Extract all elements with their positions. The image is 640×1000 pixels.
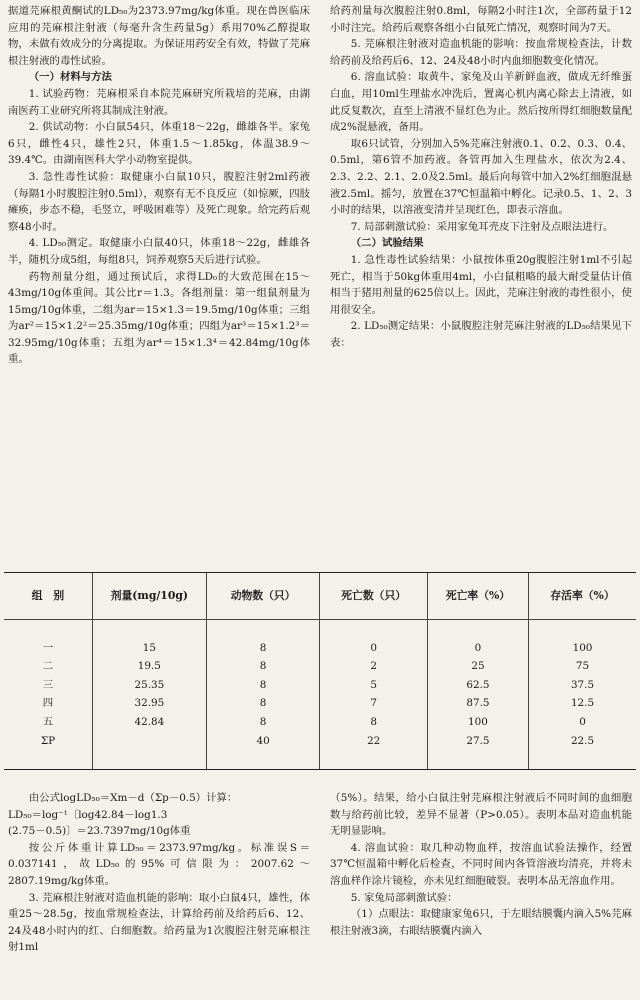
paragraph: 2. 供试动物：小白鼠54只，体重18～22g，雌雄各半。家兔6只，雌性4只，雄性2只，体重1.5～1.85kg，体温38.9～39.4℃。由湖南医科大学小动物室提供。 — [8, 121, 310, 167]
section-heading-results: （二）试验结果 — [350, 237, 424, 250]
table-cell: 二 — [42, 660, 54, 673]
header-animal-count: 动物数（只） — [206, 573, 320, 620]
table-cell: 25 — [427, 657, 528, 676]
header-survival-rate: 存活率（%） — [529, 573, 636, 620]
table-cell: 五 — [42, 715, 54, 728]
bottom-right-text-column — [330, 790, 632, 939]
paragraph: （5%）。结果，给小白鼠注射芫麻根注射液后不同时间的血细胞数与给药前比较，差异不显著（P>0.05）。表明本品对造血机能无明显影响。 — [330, 792, 632, 838]
paragraph: 6. 溶血试验：取黄牛、家兔及山羊新鲜血液，做成无纤维蛋白血，用10ml生理盐水冲洗后，置离心机内离心除去上清液，如此反复数次，直至上清液不显红色为止。然后按所得红细胞数量配成2%混悬液，备用。 — [330, 71, 632, 134]
paragraph: 据道芫麻根黄酮试的LD₅₀为2373.97mg/kg体重。现在兽医临床应用的芫麻根注射液（每毫升含生药量5g）系用70%乙醇提取物，未做有效成分的分离提取。为保证用药安全有效，特做了芫麻根注射液的毒性试验。 — [8, 5, 310, 67]
paragraph: 按公斤体重计算LD₅₀＝2373.97mg/kg。标准误S＝0.037141，故LD₅₀的95%可信限为：2007.62～2807.19mg/kg体重。 — [8, 841, 310, 887]
table-cell: 19.5 — [92, 657, 206, 676]
table-cell: 100 — [529, 639, 636, 658]
table-cell: 32.95 — [92, 694, 206, 713]
paragraph: （1）点眼法：取健康家兔6只，于左眼结膜囊内滴入5%芫麻根注射液3滴，右眼结膜囊内滴入 — [330, 908, 632, 937]
table-cell: 27.5 — [427, 732, 528, 751]
table-cell: 12.5 — [529, 694, 636, 713]
table-cell: 37.5 — [529, 676, 636, 695]
table-header-row — [4, 573, 636, 620]
table-cell: 8 — [206, 713, 320, 732]
table-cell — [92, 732, 206, 751]
paragraph: 7. 局部刺激试验：采用家兔耳壳皮下注射及点眼法进行。 — [350, 220, 614, 233]
table-bottom-rule — [4, 769, 636, 770]
table-cell: 2 — [320, 657, 427, 676]
right-text-column — [330, 3, 632, 351]
table-row-sum — [4, 732, 636, 751]
formula-line: LD₅₀＝log⁻¹〔log42.84－log1.3 — [8, 808, 168, 821]
header-death-rate: 死亡率（%） — [427, 573, 528, 620]
paragraph: 取6只试管，分别加入5%芫麻注射液0.1、0.2、0.3、0.4、0.5ml，第6管不加药液。各管再加入生理盐水，依次为2.4、2.3、2.2、2.1、2.0及2.5ml。最后向每管中加入2%红细胞混悬液2.5ml。摇匀，放置在37℃恒温箱中孵化。记录0.5、1、2、3小时的结果，以溶液变清并呈现红色，即表示溶血。 — [330, 137, 632, 217]
header-group: 组 别 — [4, 573, 92, 620]
header-death-count: 死亡数（只） — [320, 573, 427, 620]
table-cell: 40 — [206, 732, 320, 751]
paragraph: 1. 试验药物：芫麻根采自本院芫麻研究所栽培的芫麻，由湖南医药工业研究所将其制成注射液。 — [8, 87, 310, 117]
table-cell: 25.35 — [92, 676, 206, 695]
table-cell: 0 — [529, 713, 636, 732]
paragraph: 5. 芫麻根注射液对造血机能的影响：按血常规检查法，计数给药前及给药后6、12、24及48小时内血细胞数变化情况。 — [330, 38, 632, 67]
table-cell: 8 — [206, 694, 320, 713]
table-cell: 0 — [320, 639, 427, 658]
table-cell: 8 — [206, 676, 320, 695]
table-cell: 22 — [320, 732, 427, 751]
table-row — [4, 694, 636, 713]
paragraph: 4. LD₅₀测定。取健康小白鼠40只，体重18～22g，雌雄各半，随机分成5组，每组8只，饲养观察5天后进行试验。 — [8, 237, 310, 266]
paragraph: 3. 芫麻根注射液对造血机能的影响：取小白鼠4只，雄性，体重25～28.5g，按血常规检查法，计算给药前及给药后6、12、24及48小时内的红、白细胞数。给药量为1次腹腔注射芫麻根注射1ml — [8, 891, 310, 954]
paragraph: 4. 溶血试验：取几种动物血样，按溶血试验法操作，经置37℃恒温箱中孵化后检查，不同时间内各管溶液均清亮，并将未溶血样作涂片镜检，亦未见红细胞破裂。表明本品无溶血作用。 — [330, 841, 632, 887]
table-cell: 8 — [206, 657, 320, 676]
paragraph: 5. 家兔局部刺激试验： — [350, 891, 458, 904]
left-text-column — [8, 3, 310, 368]
formula-line: (2.75－0.5)〕＝23.7397mg/10g体重 — [8, 825, 191, 838]
bottom-left-text-column — [8, 790, 310, 956]
table-cell: 87.5 — [427, 694, 528, 713]
table-cell: 75 — [529, 657, 636, 676]
table-cell: 15 — [92, 639, 206, 658]
table-cell: 62.5 — [427, 676, 528, 695]
table-cell: 8 — [206, 639, 320, 658]
table-cell: 22.5 — [529, 732, 636, 751]
paragraph: 药物剂量分组，通过预试后，求得LD₀的大致范围在15～43mg/10g体重间。其公比r＝1.3。各组剂量：第一组鼠剂量为15mg/10g体重，二组为ar＝15×1.3＝19.5mg/10g体重；三组为ar²＝15×1.2²＝25.35mg/10g体重；四组为ar³＝15×1.2³＝32.95mg/10g体重；五组为ar⁴＝15×1.3⁴＝42.84mg/10g体重。 — [8, 270, 310, 366]
table-row — [4, 676, 636, 695]
table-cell: 三 — [42, 678, 54, 691]
table-cell: 7 — [320, 694, 427, 713]
table-cell: 5 — [320, 676, 427, 695]
table-cell: 0 — [427, 639, 528, 658]
table-row — [4, 657, 636, 676]
table-row — [4, 639, 636, 658]
table-row — [4, 713, 636, 732]
table-cell: 一 — [42, 641, 54, 654]
table-cell: ΣP — [40, 734, 56, 747]
ld50-results-table — [4, 572, 636, 770]
header-dose: 剂量(mg/10g) — [92, 573, 206, 620]
table-cell: 8 — [320, 713, 427, 732]
paragraph: 2. LD₅₀测定结果：小鼠腹腔注射芫麻注射液的LD₅₀结果见下表： — [330, 320, 632, 349]
table-cell: 42.84 — [92, 713, 206, 732]
section-heading-methods: （一）材料与方法 — [28, 71, 112, 84]
paragraph: 3. 急性毒性试验：取健康小白鼠10只，腹腔注射2ml药液（每隔1小时腹腔注射0.5ml），观察有无不良反应（如惊厥，四肢瘫痪，步态不稳，毛竖立，呼吸困难等）及死亡现象。给完药后观察48小时。 — [8, 170, 310, 233]
formula-line: 由公式logLD₅₀＝Xm－d（Σp－0.5）计算： — [28, 792, 238, 804]
paragraph: 给药剂量每次腹腔注射0.8ml，每隔2小时注1次，全部药量于12小时注完。给药后观察各组小白鼠死亡情况，观察时间为7天。 — [330, 5, 632, 34]
table-cell: 四 — [42, 697, 54, 710]
paragraph: 1. 急性毒性试验结果：小鼠按体重20g腹腔注射1ml不引起死亡，相当于50kg体重用4ml，小白鼠粗略的最大耐受量估计值相当于猪用剂量的625倍以上。因此，芫麻注射液的毒性很小，使用很安全。 — [330, 253, 632, 316]
table-cell: 100 — [427, 713, 528, 732]
